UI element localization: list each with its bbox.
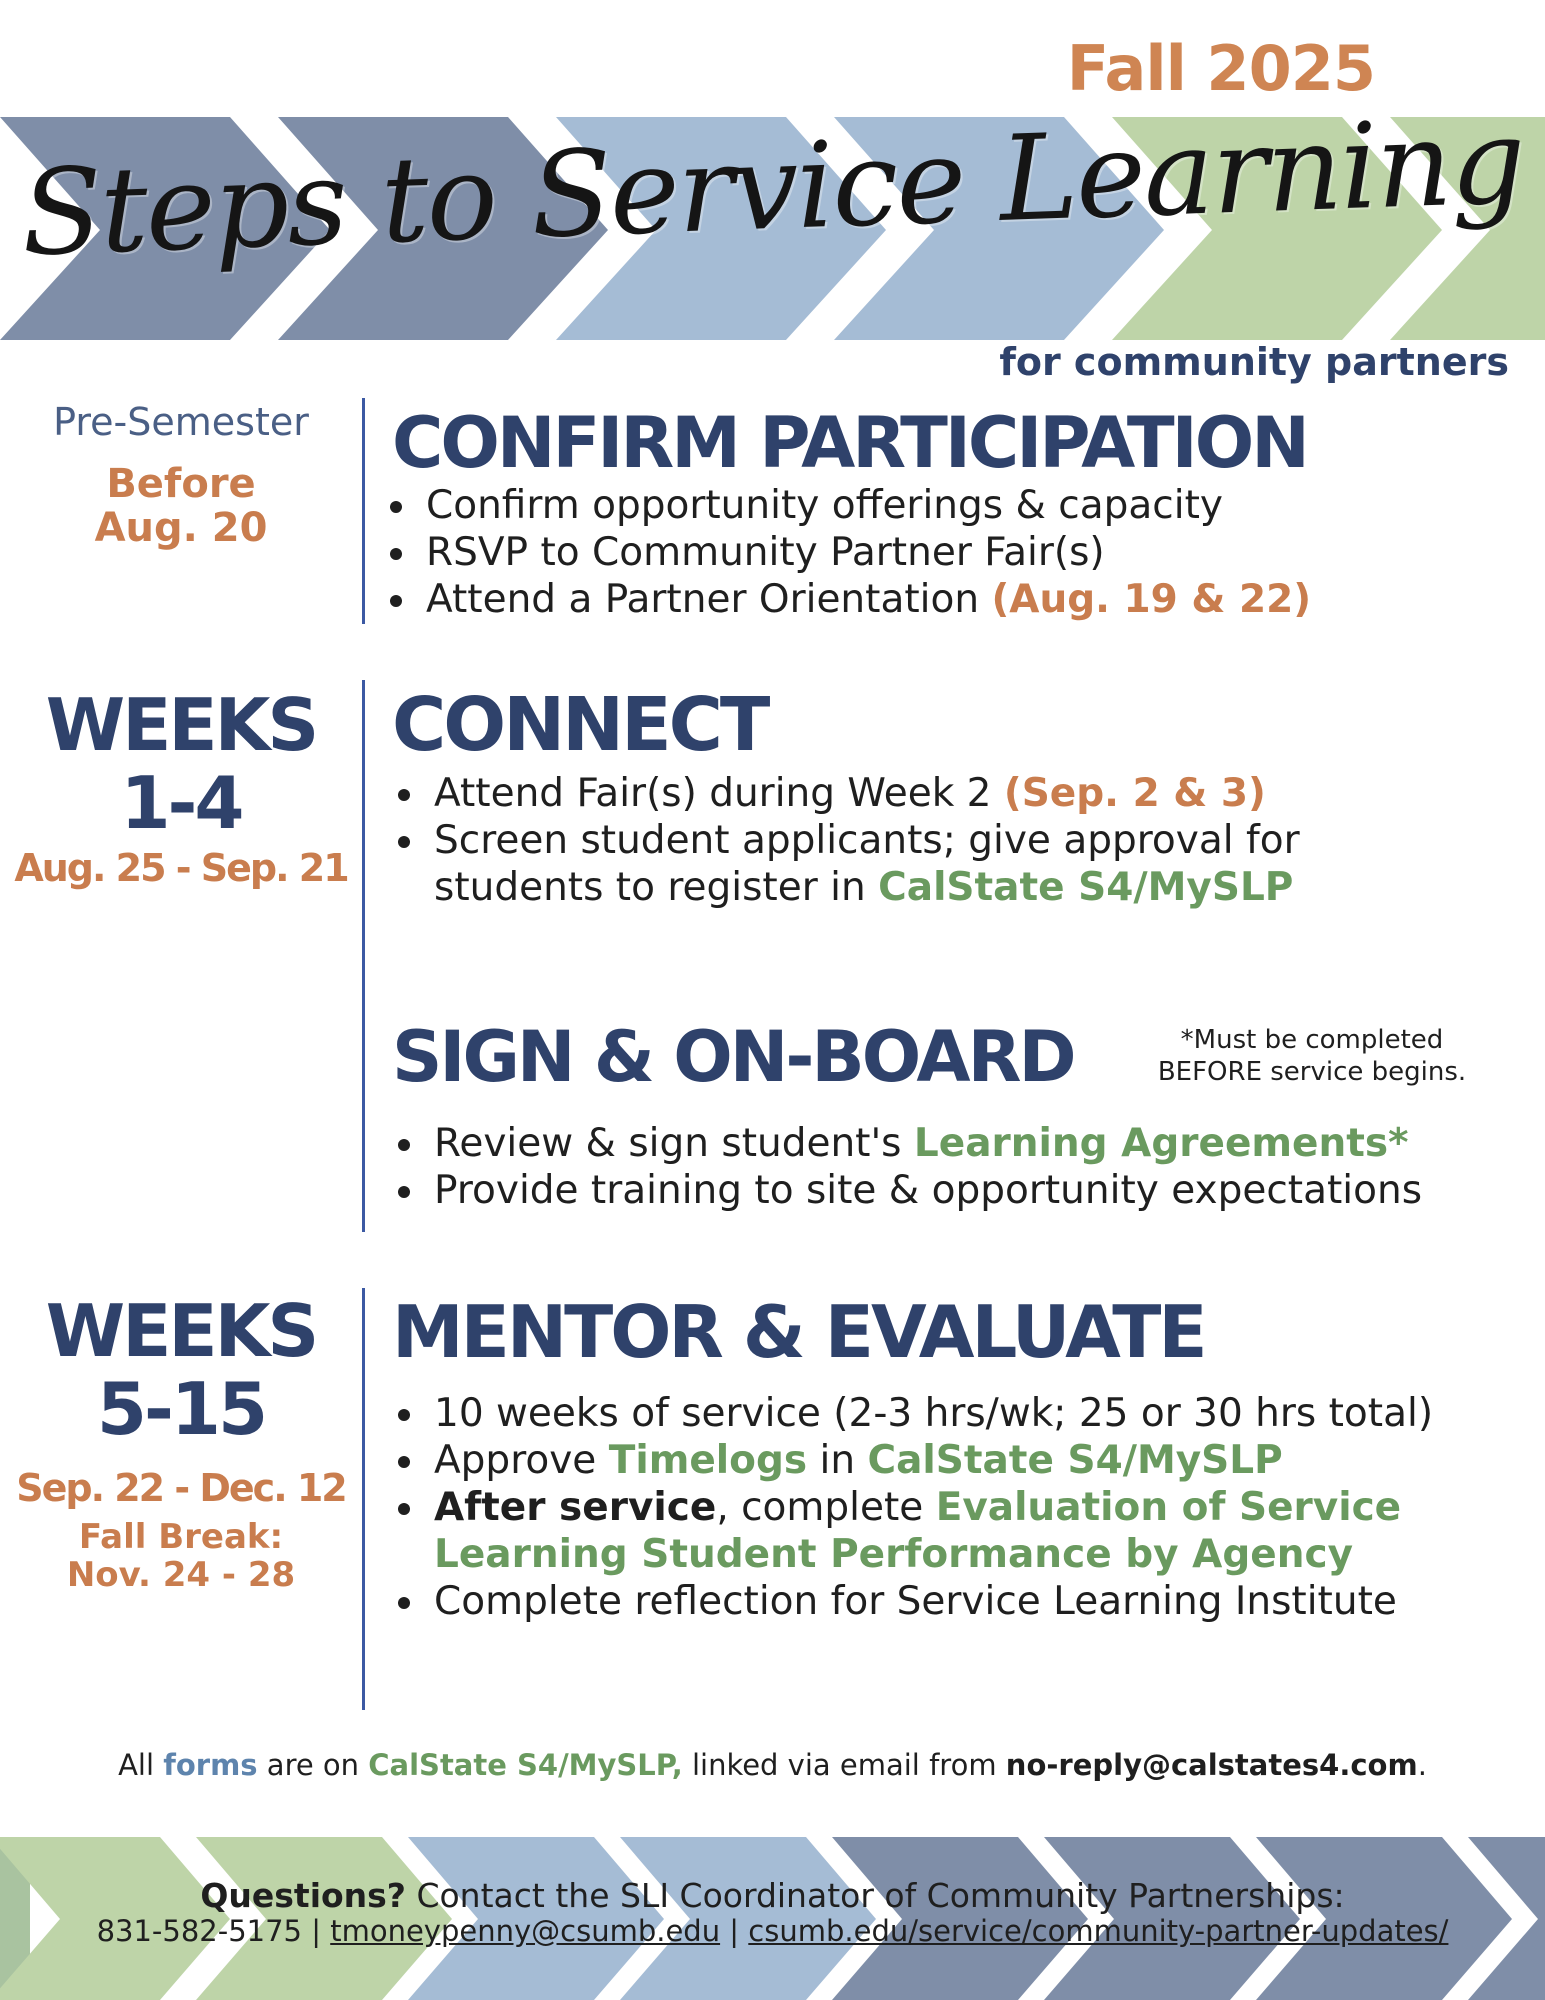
evaluation-form: Evaluation of Service	[935, 1485, 1402, 1530]
forms-note: All forms are on CalState S4/MySLP, linked via email from no-reply@calstates4.com.	[118, 1748, 1427, 1782]
page-subtitle: for community partners	[999, 340, 1509, 384]
timeline-divider-1	[362, 398, 365, 624]
weeks-dates: Sep. 22 - Dec. 12	[16, 1466, 346, 1510]
list-item: • Attend Fair(s) during Week 2 (Sep. 2 & 3)	[428, 770, 1300, 817]
fall-break-label: Fall Break:	[78, 1517, 284, 1557]
timeline-divider-3	[362, 1288, 365, 1710]
fall-break-dates: Nov. 24 - 28	[66, 1555, 296, 1595]
list-item: • Review & sign student's Learning Agreements*	[428, 1120, 1422, 1167]
partner-updates-link[interactable]: csumb.edu/service/community-partner-updates/	[748, 1914, 1449, 1948]
questions-label: Questions?	[200, 1876, 406, 1915]
weeks-range: 1-4	[120, 761, 242, 845]
mentor-bullet-list	[394, 1390, 1433, 1625]
page-title: Steps to Service Learning	[19, 91, 1526, 283]
learning-agreements: Learning Agreements*	[913, 1121, 1409, 1166]
section-heading-mentor: MENTOR & EVALUATE	[392, 1290, 1205, 1374]
contact-details: 831-582-5175 | tmoneypenny@csumb.edu | csumb.edu/service/community-partner-updates/	[96, 1914, 1449, 1948]
list-item: • Complete reflection for Service Learning Institute	[428, 1578, 1433, 1625]
contact-email-link[interactable]: tmoneypenny@csumb.edu	[330, 1914, 721, 1948]
platform-name: CalState S4/MySLP	[867, 1438, 1283, 1483]
fair-dates: (Sep. 2 & 3)	[1003, 771, 1266, 816]
list-item: • Screen student applicants; give approval for students to register in CalState S4/MySLP	[428, 817, 1300, 911]
list-item: • Confirm opportunity offerings & capacity	[420, 482, 1311, 529]
section-heading-sign: SIGN & ON-BOARD	[392, 1016, 1074, 1098]
phone-number: 831-582-5175	[96, 1914, 302, 1948]
weeks-range: 5-15	[96, 1367, 266, 1451]
contact-heading: Questions? Contact the SLI Coordinator of Community Partnerships:	[200, 1876, 1345, 1915]
weeks-dates: Aug. 25 - Sep. 21	[14, 846, 348, 890]
platform-name: CalState S4/MySLP,	[368, 1748, 683, 1782]
platform-name: CalState S4/MySLP	[878, 865, 1294, 910]
completion-note: *Must be completed BEFORE service begins.	[1157, 1025, 1467, 1087]
section-heading-connect: CONNECT	[392, 682, 768, 768]
phase-date-line1: Before	[106, 461, 256, 507]
timelogs: Timelogs	[608, 1438, 808, 1483]
list-item: • Provide training to site & opportunity expectations	[428, 1167, 1422, 1214]
phase-label: Pre-Semester	[53, 400, 309, 444]
timeline-divider-2	[362, 680, 365, 1232]
list-item: • Attend a Partner Orientation (Aug. 19 & 22)	[420, 576, 1311, 623]
list-item: • 10 weeks of service (2-3 hrs/wk; 25 or 30 hrs total)	[428, 1390, 1433, 1437]
noreply-email: no-reply@calstates4.com	[1005, 1748, 1418, 1782]
list-item: • After service, complete Evaluation of Service Learning Student Performance by Agency	[428, 1484, 1433, 1578]
confirm-bullet-list	[386, 482, 1311, 623]
section-heading-confirm: CONFIRM PARTICIPATION	[392, 402, 1307, 484]
evaluation-form-cont: Learning Student Performance by Agency	[434, 1532, 1353, 1577]
forms-word: forms	[163, 1748, 258, 1782]
phase-date-line2: Aug. 20	[94, 505, 268, 551]
term-label: Fall 2025	[1066, 32, 1375, 105]
weeks-label: WEEKS	[45, 1289, 317, 1373]
connect-bullet-list	[394, 770, 1300, 911]
list-item: • RSVP to Community Partner Fair(s)	[420, 529, 1311, 576]
weeks-label: WEEKS	[45, 683, 317, 767]
orientation-dates: (Aug. 19 & 22)	[991, 577, 1312, 622]
sign-bullet-list	[394, 1120, 1422, 1214]
list-item: • Approve Timelogs in CalState S4/MySLP	[428, 1437, 1433, 1484]
